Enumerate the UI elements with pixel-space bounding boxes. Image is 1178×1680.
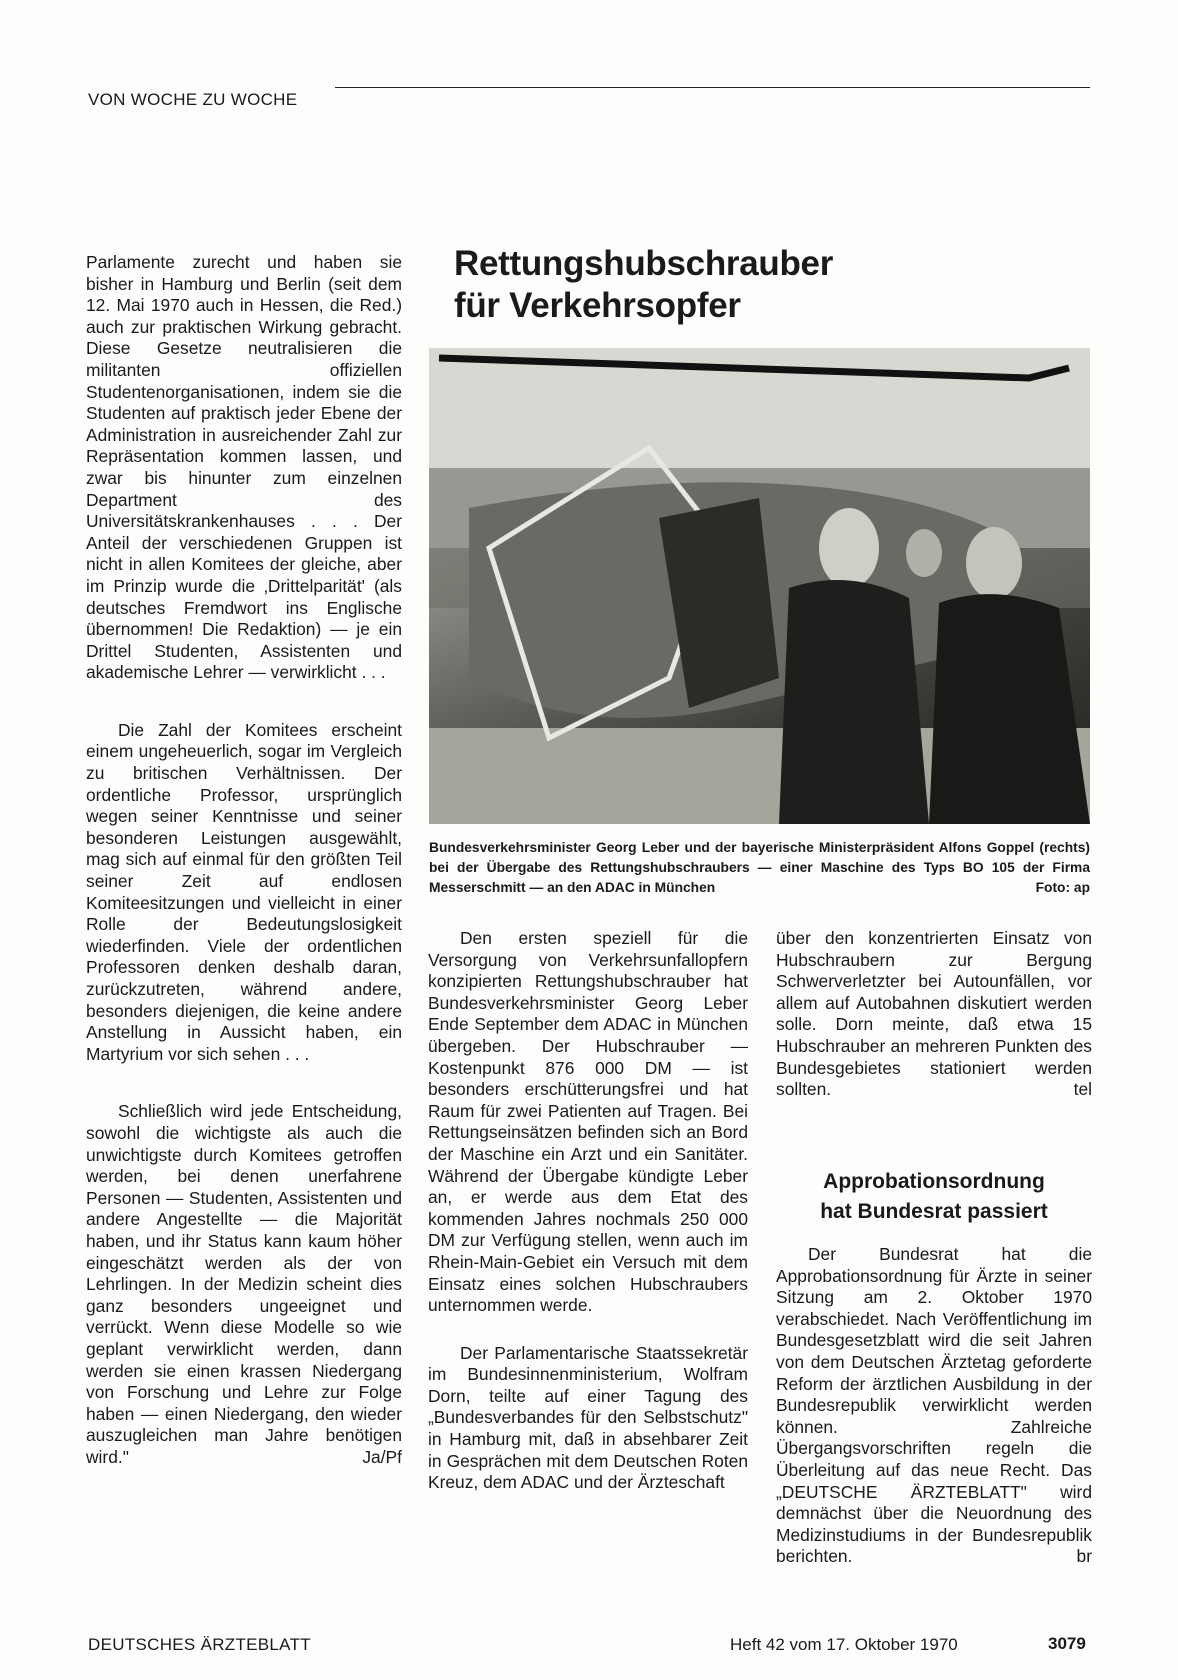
- right-paragraph-1-text: über den konzentrierten Einsatz von Hubschraubern zur Bergung Schwerverletzter bei Autounfällen, vor allem auf Autobahnen diskutiert werden solle. Dorn meinte, daß etwa 15 Hubschrauber an mehreren Punkten des Bundesgebietes stationiert werden sollten.: [776, 928, 1092, 1100]
- helicopter-photo: [429, 348, 1090, 824]
- middle-paragraph-2: Der Parlamentarische Staatssekretär im Bundesinnenministerium, Wolfram Dorn, teilte auf einer Tagung des „Bundesverbandes für den Selbstschutz" in Hamburg mit, daß in absehbarer Zeit in Gesprächen mit dem Deutschen Roten Kreuz, dem ADAC und der Ärzteschaft: [428, 1342, 748, 1493]
- left-paragraph-3: [86, 1101, 402, 1468]
- article2-headline-line-1: Approbationsordnung: [823, 1170, 1045, 1193]
- article2-signature: br: [1076, 1546, 1092, 1567]
- helicopter-photo-drawing: [429, 348, 1090, 824]
- page-number: 3079: [1048, 1634, 1086, 1653]
- headline-line-2: für Verkehrsopfer: [454, 286, 741, 325]
- right-paragraph-1: [776, 928, 1092, 1101]
- caption-text: Bundesverkehrsminister Georg Leber und der bayerische Ministerpräsident Alfons Goppel (rechts) bei der Übergabe des Rettungshubschraubers — einer Maschine des Typs BO 105 der Firma Messerschmitt — an den ADAC in München: [429, 840, 1090, 895]
- article2-headline-line-2: hat Bundesrat passiert: [820, 1200, 1048, 1223]
- section-label: VON WOCHE ZU WOCHE: [88, 90, 298, 109]
- right-column: [776, 928, 1092, 1101]
- footer-publication: DEUTSCHES ÄRZTEBLATT: [88, 1635, 311, 1654]
- photo-caption: [429, 838, 1090, 898]
- left-paragraph-1: Parlamente zurecht und haben sie bisher in Hamburg und Berlin (seit dem 12. Mai 1970 auch in Hessen, die Red.) auch zur praktischen Wirkung gebracht. Diese Gesetze neutralisieren die militanten offiziellen Studentenorganisationen, indem sie die Studenten auf praktisch jeder Ebene der Administration in ausreichender Zahl zur Repräsentation kommen lassen, und zwar bis hinunter zum einzelnen Department des Universitätskrankenhauses . . . Der Anteil der verschiedenen Gruppen ist nicht in allen Komitees der gleiche, aber im Prinzip wurde die ‚Drittelparität' (als deutsches Fremdwort ins Englische übernommen! Die Redaktion) — je ein Drittel Studenten, Assistenten und akademische Lehrer — verwirklicht . . .: [86, 252, 402, 683]
- article2-body: [776, 1244, 1092, 1568]
- photo-credit: Foto: ap: [1035, 880, 1090, 895]
- author-signature: Ja/Pf: [362, 1446, 402, 1467]
- headline-line-1: Rettungshubschrauber: [454, 244, 834, 283]
- header-rule: [335, 87, 1090, 88]
- left-paragraph-3-text: Schließlich wird jede Entscheidung, sowohl die wichtigste als auch die unwichtigste durch Komitees getroffen werden, bei denen unerfahrene Personen — Studenten, Assistenten und andere Angestellte — die Majorität haben, und ihr Status kann kaum höher eingeschätzt werden als der von Lehrlingen. In der Medizin scheint dies ganz besonders ungeeignet und verrückt. Wenn diese Modelle so wie geplant verwirklicht werden, dann werden sie einen krassen Niedergang von Forschung und Lehre zur Folge haben — einen Niedergang, den wieder auszugleichen man Jahre benötigen wird.": [86, 1101, 402, 1467]
- middle-column: [428, 928, 748, 1494]
- article2-headline: [776, 1167, 1092, 1227]
- article2-text: Der Bundesrat hat die Approbationsordnung für Ärzte in seiner Sitzung am 2. Oktober 1970 verabschiedet. Nach Veröffentlichung im Bundesgesetzblatt wird die seit Jahren von dem Deutschen Ärztetag geforderte Reform der ärztlichen Ausbildung in der Bundesrepublik verwirklicht werden können. Zahlreiche Übergangsvorschriften regeln die Überleitung auf das neue Recht. Das „DEUTSCHE ÄRZTEBLATT" wird demnächst über die Neuordnung des Medizinstudiums in der Bundesrepublik berichten.: [776, 1244, 1092, 1567]
- article-headline: [454, 243, 1074, 327]
- middle-paragraph-1: Den ersten speziell für die Versorgung von Verkehrsunfallopfern konzipierten Rettungshubschrauber hat Bundesverkehrsminister Georg Leber Ende September dem ADAC in München übergeben. Der Hubschrauber — Kostenpunkt 876 000 DM — ist besonders erschütterungsfrei und hat Raum für zwei Patienten auf Tragen. Bei Rettungseinsätzen befinden sich an Bord der Maschine ein Arzt und ein Sanitäter. Während der Übergabe kündigte Leber an, er werde aus dem Etat des kommenden Jahres nochmals 250 000 DM zur Verfügung stellen, wenn auch im Rhein-Main-Gebiet ein Versuch mit dem Einsatz eines solchen Hubschraubers unternommen werde.: [428, 928, 748, 1316]
- footer-issue: Heft 42 vom 17. Oktober 1970: [730, 1635, 958, 1654]
- article2-paragraph: [776, 1244, 1092, 1568]
- left-paragraph-2: Die Zahl der Komitees erscheint einem ungeheuerlich, sogar im Vergleich zu britischen Verhältnissen. Der ordentliche Professor, ursprünglich wegen seiner Kenntnisse und seiner besonderen Leistungen ausgewählt, mag sich auf einmal für den größten Teil seiner Zeit auf endlosen Komiteesitzungen und vielleicht in einer Rolle der Bedeutungslosigkeit wiederfinden. Viele der ordentlichen Professoren denken deshalb daran, zurückzutreten, während andere, besonders diejenigen, die keine andere Anstellung in Aussicht haben, ein Martyrium vor sich sehen . . .: [86, 719, 402, 1064]
- left-column: [86, 252, 402, 1468]
- right-signature: tel: [1073, 1079, 1092, 1100]
